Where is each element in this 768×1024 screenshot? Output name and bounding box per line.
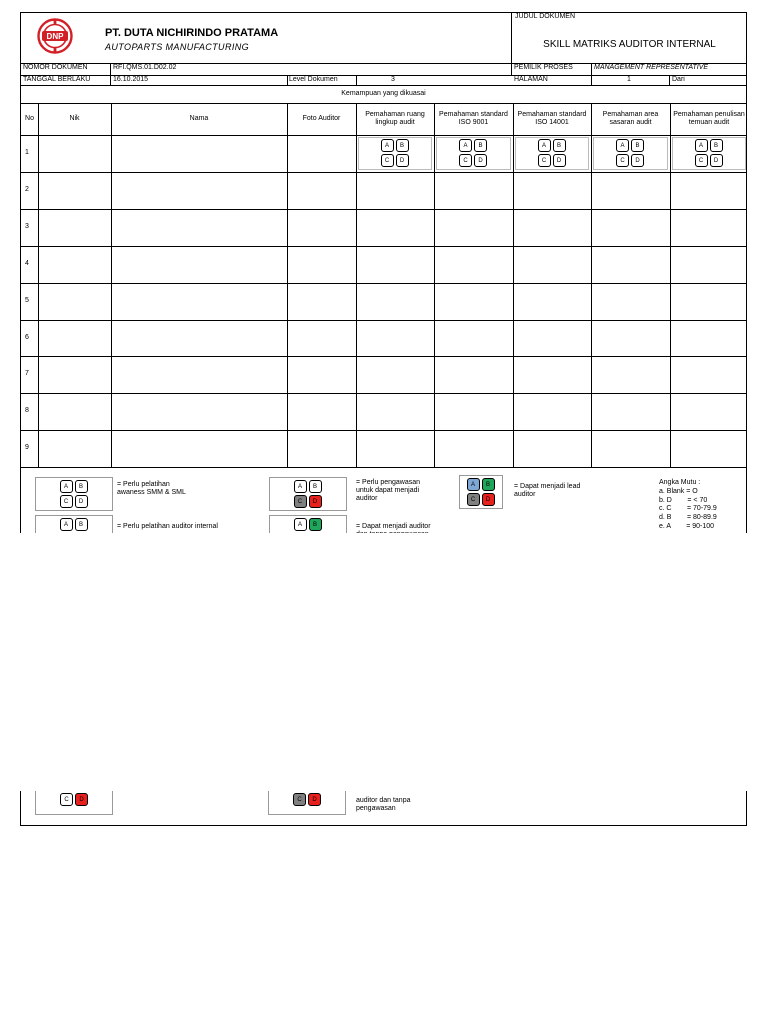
badge-box-b: B [474,139,487,152]
badge-box-d: D [75,495,88,508]
row-line [21,393,746,394]
grade-item: a. Blank = O [659,488,698,496]
skill-badge [537,138,568,169]
column-header: Pemahaman standard ISO 14001 [517,111,587,126]
badge-box-c: C [695,154,708,167]
legend-badge [59,479,90,510]
grid-line [591,103,592,467]
halaman-value: 1 [627,76,631,83]
column-header: Pemahaman ruang lingkup audit [365,111,425,126]
blank-region [0,533,768,791]
dari-label: Dari [672,76,685,83]
legend-text: = Perlu pelatihan auditor internal [117,523,218,531]
group-header: Kemampuan yang dikuasai [341,90,426,97]
grade-item: c. C = 70-79.9 [659,505,717,513]
badge-box-a: A [459,139,472,152]
row-line [21,430,746,431]
badge-box-c: C [60,793,73,806]
row-line [21,356,746,357]
grid-line [434,103,435,467]
skill-badge [615,138,646,169]
badge-box-a: A [294,480,307,493]
legend-text: = Perlu pelatihan awaness SMM & SML [117,481,186,497]
legend-text: = Dapat menjadi lead auditor [514,483,581,499]
grid-line [38,103,39,467]
badge-box-a: A [695,139,708,152]
badge-box-a: A [616,139,629,152]
badge-box-b: B [75,480,88,493]
row-number: 7 [25,370,29,378]
badge-box-d: D [309,495,322,508]
tanggal-value: 16.10.2015 [113,76,149,83]
level-label: Level Dokumen [289,76,338,83]
row-number: 5 [25,296,29,304]
dnp-logo-icon [37,18,73,54]
grid-line [287,103,288,467]
row-number: 8 [25,407,29,415]
badge-box-d: D [474,154,487,167]
row-number: 3 [25,222,29,230]
badge-box-b: B [710,139,723,152]
logo-text: DNP [46,32,64,41]
legend-tail-text: auditor dan tanpa pengawasan [356,797,411,812]
badge-box-a: A [60,480,73,493]
badge-box-d: D [308,793,321,806]
row-number: 4 [25,259,29,267]
legend-badge [293,479,324,510]
row-number: 6 [25,333,29,341]
pemilik-label: PEMILIK PROSES [514,64,573,71]
badge-box-c: C [616,154,629,167]
row-number: 2 [25,185,29,193]
badge-box-b: B [75,518,88,531]
grade-item: b. D = < 70 [659,496,708,504]
badge-box-a: A [294,518,307,531]
halaman-label: HALAMAN [514,76,548,83]
skill-badge [458,138,489,169]
skill-badge [694,138,725,169]
pemilik-value: MANAGEMENT REPRESENTATIVE [594,64,709,71]
row-line [21,209,746,210]
document-title: SKILL MATRIKS AUDITOR INTERNAL [543,38,716,50]
badge-box-b: B [309,518,322,531]
badge-box-b: B [631,139,644,152]
legend-swatch-fragment [268,791,346,815]
badge-box-c: C [293,793,306,806]
skill-badge [380,138,411,169]
column-header: Foto Auditor [302,115,341,122]
column-header: Pemahaman area sasaran audit [602,111,659,126]
column-header: Pemahaman penulisan temuan audit [673,111,745,126]
badge-box-d: D [631,154,644,167]
badge-box-a: A [467,478,480,491]
badge-box-d: D [396,154,409,167]
badge-box-c: C [467,493,480,506]
row-line [21,246,746,247]
badge-box-b: B [482,478,495,491]
badge-box-b: B [309,480,322,493]
grid-line [356,103,357,467]
row-line [21,172,746,173]
grid-line [513,103,514,467]
grade-item: e. A = 90-100 [659,522,715,530]
legend-text: = Dapat menjadi auditor [356,523,431,531]
badge-box-a: A [381,139,394,152]
column-header: Nama [189,115,209,122]
badge-box-a: A [60,518,73,531]
grade-title: Angka Mutu : [659,479,701,487]
column-header: No [25,115,34,122]
badge-box-c: C [538,154,551,167]
badge-box-c: C [294,495,307,508]
column-header: Nik [69,115,80,122]
badge-box-d: D [75,793,88,806]
column-header: Pemahaman standard ISO 9001 [439,111,508,126]
grade-item: d. B = 80-89.9 [659,513,717,521]
grid-line [670,103,671,467]
row-line [21,467,746,468]
badge-box-b: B [553,139,566,152]
nomor-value: RFI.QMS.01.D02.02 [113,64,177,71]
badge-box-c: C [459,154,472,167]
legend-text: = Perlu pengawasan untuk dapat menjadi auditor [356,479,421,503]
judul-label: JUDUL DOKUMEN [515,13,576,20]
grid-line [111,103,112,467]
badge-box-a: A [538,139,551,152]
badge-box-d: D [710,154,723,167]
badge-box-d: D [482,493,495,506]
legend-badge [466,477,497,508]
nomor-label: NOMOR DOKUMEN [23,64,88,71]
company-name: PT. DUTA NICHIRINDO PRATAMA [105,27,279,39]
badge-box-b: B [396,139,409,152]
tanggal-label: TANGGAL BERLAKU [23,76,91,83]
level-value: 3 [391,76,395,83]
row-line [21,283,746,284]
row-line [21,320,746,321]
company-subtitle: AUTOPARTS MANUFACTURING [105,42,250,52]
legend-swatch-fragment [35,791,113,815]
badge-box-c: C [381,154,394,167]
badge-box-d: D [553,154,566,167]
badge-box-c: C [60,495,73,508]
row-number: 9 [25,444,29,452]
row-number: 1 [25,149,29,156]
